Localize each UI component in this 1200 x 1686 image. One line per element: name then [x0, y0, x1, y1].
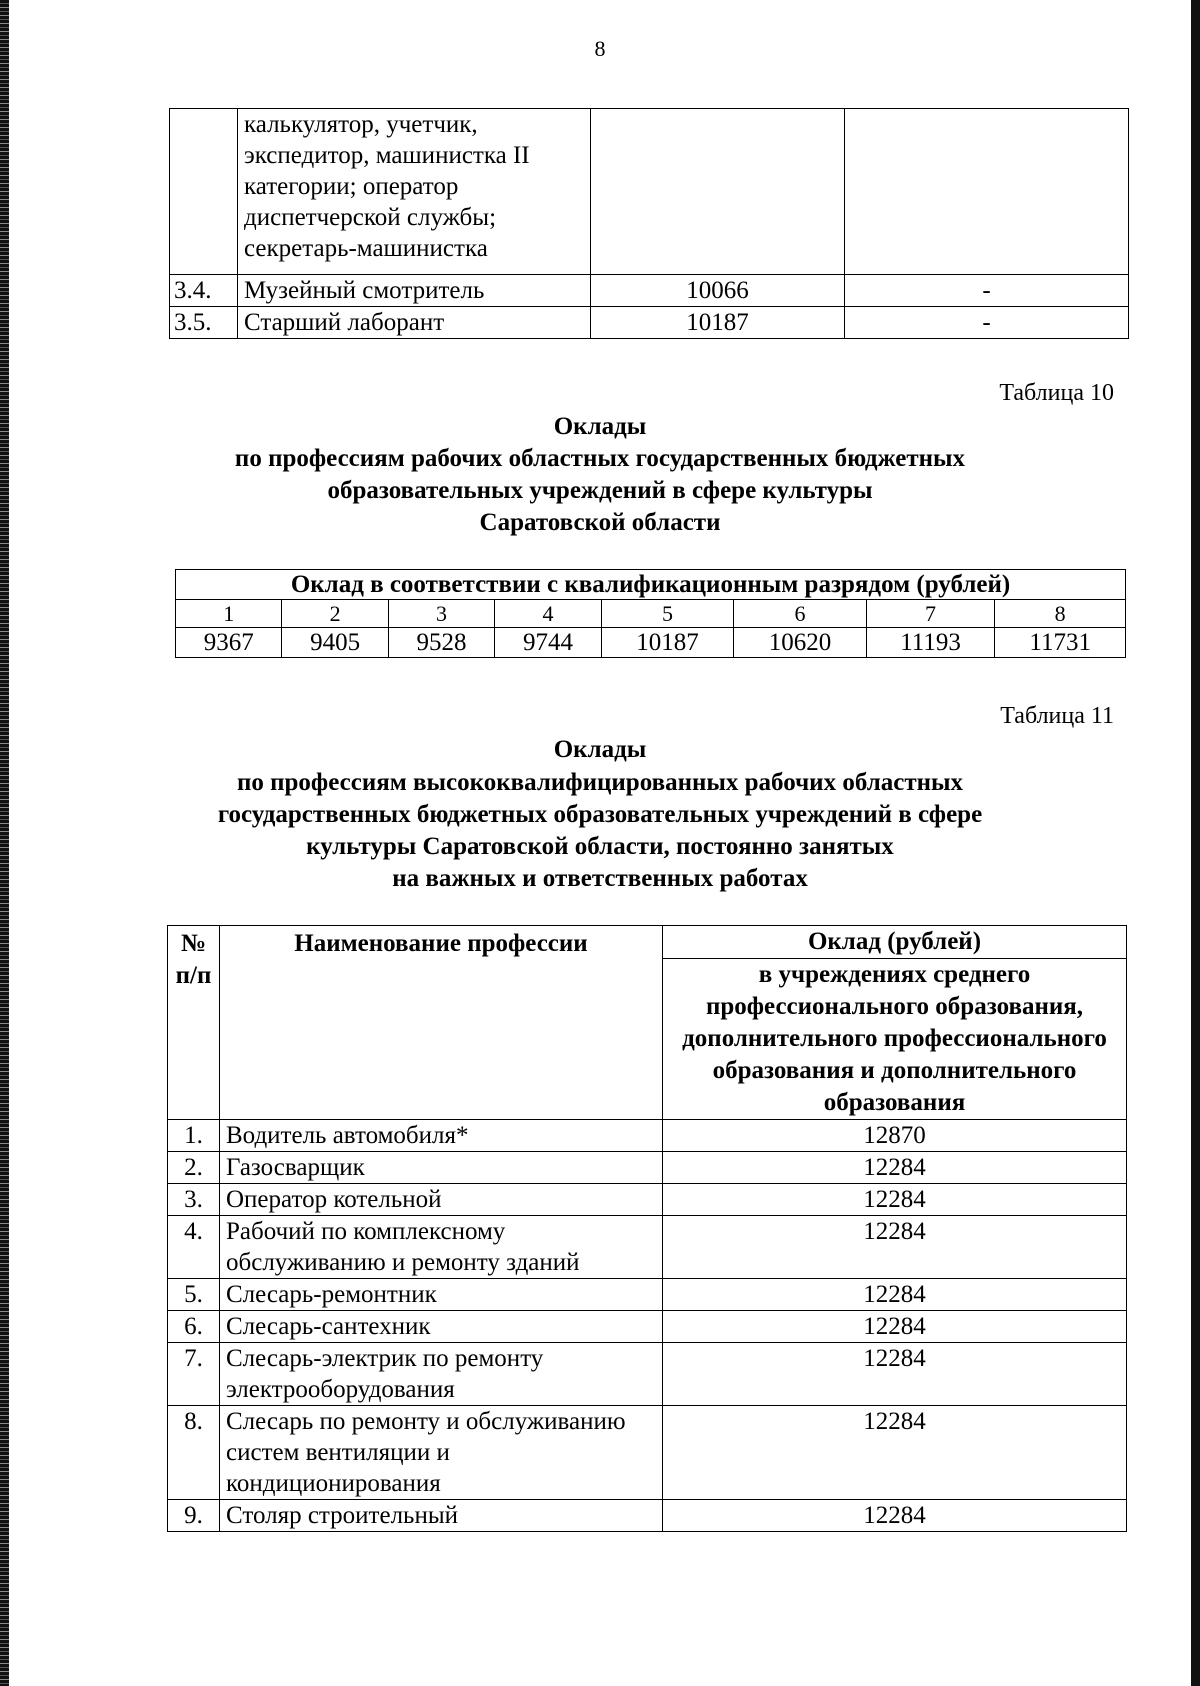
row-number: 7. [168, 1343, 220, 1406]
rank-row [176, 600, 1126, 628]
table-row [168, 1216, 1127, 1279]
profession-name: Слесарь-ремонтник [220, 1279, 663, 1311]
rank-cell: 8 [995, 600, 1126, 628]
salary-value: 10066 [591, 275, 845, 307]
salary-value: 12870 [663, 1120, 1127, 1152]
row-number: 5. [168, 1279, 220, 1311]
table10 [175, 569, 1126, 658]
profession-name: Газосварщик [220, 1152, 663, 1184]
rank-cell: 5 [601, 600, 734, 628]
rank-cell: 4 [495, 600, 601, 628]
continuation-table [169, 108, 1129, 339]
table-row [168, 1500, 1127, 1532]
profession-name: Музейный смотритель [238, 275, 591, 307]
salary-value: 12284 [663, 1311, 1127, 1343]
salary-cell: 10187 [601, 628, 734, 658]
salary-value: 12284 [663, 1216, 1127, 1279]
salary-value-2: - [845, 275, 1129, 307]
row-number: 6. [168, 1311, 220, 1343]
table10-title-3: образовательных учреждений в сфере культуры [327, 477, 873, 504]
table-row [168, 1120, 1127, 1152]
salary-value-2: - [845, 307, 1129, 339]
row-number [170, 109, 238, 275]
salary-cell: 9744 [495, 628, 601, 658]
salary-value: 12284 [663, 1406, 1127, 1500]
salary-cell: 10620 [734, 628, 867, 658]
table11-title-1: Оклады [553, 736, 647, 763]
profession-name: Слесарь-сантехник [220, 1311, 663, 1343]
row-number: 8. [168, 1406, 220, 1500]
table11 [167, 925, 1127, 1532]
salary-value: 12284 [663, 1152, 1127, 1184]
header-salary-sub: в учреждениях среднего профессионального образования, дополнительного профессионального образования и дополнительного образования [663, 959, 1127, 1120]
table11-title-4: культуры Саратовской области, постоянно занятых [306, 833, 894, 860]
table11-title-2: по профессиям высококвалифицированных рабочих областных [236, 769, 964, 796]
table-row [170, 307, 1129, 339]
table-header-row [176, 570, 1126, 600]
salary-cell: 9528 [388, 628, 494, 658]
profession-name: Оператор котельной [220, 1184, 663, 1216]
salary-value-2 [845, 109, 1129, 275]
salary-cell: 9405 [282, 628, 388, 658]
table10-title-2: по профессиям рабочих областных государственных бюджетных [234, 445, 966, 472]
table-row [168, 1406, 1127, 1500]
table10-header: Оклад в соответствии с квалификационным разрядом (рублей) [176, 570, 1126, 600]
salary-value: 12284 [663, 1500, 1127, 1532]
table-row [168, 1311, 1127, 1343]
table11-title-5: на важных и ответственных работах [392, 865, 808, 892]
rank-cell: 3 [388, 600, 494, 628]
table-row [168, 1184, 1127, 1216]
table11-title-3: государственных бюджетных образовательных учреждений в сфере [217, 801, 983, 828]
salary-value [591, 109, 845, 275]
salary-value: 12284 [663, 1343, 1127, 1406]
row-number: 3.4. [170, 275, 238, 307]
table-row [168, 1343, 1127, 1406]
rank-cell: 2 [282, 600, 388, 628]
table10-title-4: Саратовской области [479, 509, 721, 536]
table-row [170, 275, 1129, 307]
profession-name: Рабочий по комплексному обслуживанию и ремонту зданий [220, 1216, 663, 1279]
profession-name: калькулятор, учетчик, экспедитор, машинистка II категории; оператор диспетчерской службы; секретарь-машинистка [238, 109, 591, 275]
header-num: № п/п [168, 926, 220, 1120]
table-row [170, 109, 1129, 275]
rank-cell: 6 [734, 600, 867, 628]
table10-caption: Таблица 10 [999, 380, 1114, 406]
salary-cell: 11193 [866, 628, 995, 658]
row-number: 3.5. [170, 307, 238, 339]
page-number: 8 [594, 36, 606, 61]
rank-cell: 1 [176, 600, 282, 628]
row-number: 9. [168, 1500, 220, 1532]
row-number: 4. [168, 1216, 220, 1279]
table10-title-1: Оклады [553, 413, 647, 440]
row-number: 2. [168, 1152, 220, 1184]
salary-value: 10187 [591, 307, 845, 339]
table-row [168, 1279, 1127, 1311]
table-header-row [168, 926, 1127, 959]
salary-cell: 11731 [995, 628, 1126, 658]
rank-cell: 7 [866, 600, 995, 628]
row-number: 1. [168, 1120, 220, 1152]
salary-cell: 9367 [176, 628, 282, 658]
table11-caption: Таблица 11 [1000, 703, 1114, 729]
header-name: Наименование профессии [220, 926, 663, 1120]
profession-name: Водитель автомобиля* [220, 1120, 663, 1152]
value-row [176, 628, 1126, 658]
table-row [168, 1152, 1127, 1184]
header-salary: Оклад (рублей) [663, 926, 1127, 959]
profession-name: Слесарь-электрик по ремонту электрооборудования [220, 1343, 663, 1406]
profession-name: Слесарь по ремонту и обслуживанию систем вентиляции и кондиционирования [220, 1406, 663, 1500]
salary-value: 12284 [663, 1184, 1127, 1216]
profession-name: Старший лаборант [238, 307, 591, 339]
profession-name: Столяр строительный [220, 1500, 663, 1532]
row-number: 3. [168, 1184, 220, 1216]
salary-value: 12284 [663, 1279, 1127, 1311]
